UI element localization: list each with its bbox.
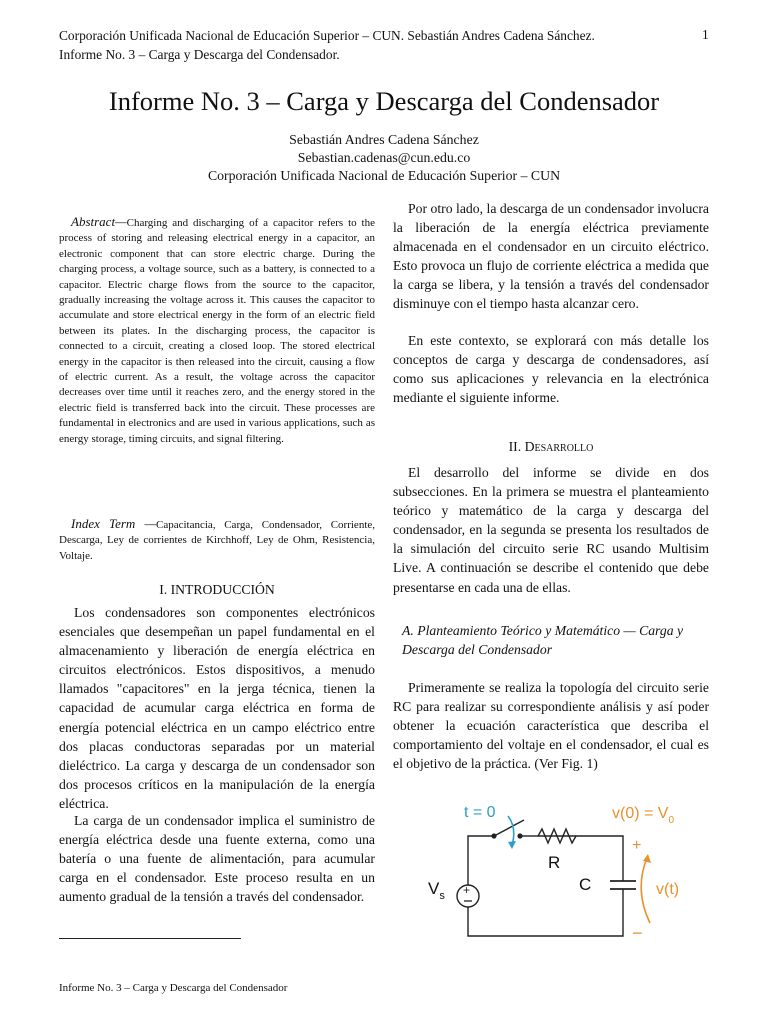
switch-arrow-icon xyxy=(508,816,514,845)
index-terms xyxy=(59,516,375,564)
voltage-arrowhead-icon xyxy=(643,854,651,863)
author-email: Sebastian.cadenas@cun.edu.co xyxy=(297,150,471,165)
abstract xyxy=(59,214,375,447)
running-header-line2: Informe No. 3 – Carga y Descarga del Condensador. xyxy=(59,47,340,62)
subsection-heading-a: A. Planteamiento Teórico y Matemático — Carga y Descarga del Condensador xyxy=(402,623,684,658)
resistor-label: R xyxy=(548,853,561,872)
capacitor-label: C xyxy=(579,875,592,894)
running-header-line1: Corporación Unificada Nacional de Educación Superior – CUN. Sebastián Andres Cadena Sánchez. xyxy=(59,28,595,43)
intro-paragraph-1: Los condensadores son componentes electrónicos esenciales que desempeñan un papel fundamental en el almacenamiento y liberación de energía eléctrica en circuitos electrónicos. Estos dispositivos, a menudo llamados "capacitores" en la jerga técnica, tienen la capacidad de acumular carga eléctrica en forma de energía potencial eléctrica en un campo eléctrico entre dos placas conductoras separadas por un material dieléctrico. La carga y descarga de un condensador son dos procesos críticos en la manipulación de la energía eléctrica. xyxy=(59,605,375,811)
switch-time-label: t = 0 xyxy=(464,804,496,821)
footnote-rule xyxy=(59,938,241,939)
author-affiliation: Corporación Unificada Nacional de Educación Superior – CUN xyxy=(207,168,561,183)
desarrollo-paragraph-1: El desarrollo del informe se divide en dos subsecciones. En la primera se muestra el planteamiento teórico y matemático de la carga y descarga del condensador, en la segunda se presenta los resultados de la simulación del circuito serie RC usando Multisim Live. A continuación se describe el contenido que debe presentarse en cada una de ellas. xyxy=(393,465,709,595)
voltage-arrow-icon xyxy=(641,858,650,923)
section-heading-desarrollo xyxy=(393,439,709,455)
author-name: Sebastián Andres Cadena Sánchez xyxy=(289,132,479,147)
switch-arrowhead-icon xyxy=(508,841,516,849)
index-terms-label: Index Term — xyxy=(71,516,157,531)
desarrollo-paragraph-2: Primeramente se realiza la topología del circuito serie RC para realizar su correspondiente análisis y así poder obtener la ecuación característica que describa el comportamiento del voltaje en el condensador, el cual es el objetivo de la práctica. (Ver Fig. 1) xyxy=(393,680,709,772)
initial-condition-label: $v(0) = V_0$ xyxy=(612,805,675,826)
capacitor-voltage-label: v(t) xyxy=(656,881,680,898)
intro-paragraph-2: La carga de un condensador implica el suministro de energía eléctrica desde una fuente externa, como una batería o una fuente de alimentación, para acumular carga en el condensador. Este proceso resulta en un aumento gradual de la tensión a través del condensador. xyxy=(59,813,375,905)
abstract-text: Charging and discharging of a capacitor refers to the process of storing and releasing electrical energy in a capacitor, an electronic component that can store electric charge. During the charging process, a voltage source, such as a battery, is connected to a capacitor. Electric charge flows from the source to the capacitor, gradually increasing the voltage across it. This causes the capacitor to accumulate and store electrical energy in the form of an electric field between its plates. In the discharging process, the capacitor is connected to a circuit, creating a closed loop. The stored electrical energy in the capacitor is then released into the circuit, causing a flow of electric current. As a result, the voltage across the capacitor decreases over time until it reaches zero, and the energy stored in the electric field is transferred back into the circuit. These processes are fundamental in electronics and are used in various applications, such as energy storage, timing circuits, and signal filtering. xyxy=(59,217,375,445)
switch-terminal xyxy=(491,833,496,838)
source-label: $V_s$ xyxy=(428,879,445,902)
switch-blade xyxy=(496,820,524,835)
paper-title: Informe No. 3 – Carga y Descarga del Condensador xyxy=(108,86,660,116)
section-heading-introduccion: I. INTRODUCCIÓN xyxy=(159,582,275,597)
index-terms-text: Capacitancia, Carga, Condensador, Corriente, Descarga, Ley de corrientes de Kirchhoff, Ley de Ohm, Resistencia, Voltaje. xyxy=(59,519,376,562)
page-footer: Informe No. 3 – Carga y Descarga del Condensador xyxy=(59,982,288,994)
voltage-plus-sign: + xyxy=(632,837,642,854)
section-number: II. xyxy=(508,439,525,454)
circuit-wire xyxy=(468,836,623,936)
intro-paragraph-3: Por otro lado, la descarga de un condensador involucra la liberación de la energía eléctrica previamente almacenada en el condensador en un circuito eléctrico. Esto provoca un flujo de corriente eléctrica a medida que la carga se libera, y la tensión a través del condensador disminuye con el tiempo hasta alcanzar cero. xyxy=(393,201,709,312)
abstract-label: Abstract— xyxy=(71,214,127,229)
page-number: 1 xyxy=(702,27,709,42)
voltage-minus-sign: − xyxy=(632,923,643,943)
source-plus: + xyxy=(463,883,471,897)
rc-circuit-figure xyxy=(420,798,710,948)
switch-terminal xyxy=(517,833,522,838)
intro-paragraph-4: En este contexto, se explorará con más detalle los conceptos de carga y descarga de condensadores, así como sus aplicaciones y relevancia en la electrónica mediante el siguiente informe. xyxy=(393,333,709,406)
section-title: Desarrollo xyxy=(524,439,594,454)
